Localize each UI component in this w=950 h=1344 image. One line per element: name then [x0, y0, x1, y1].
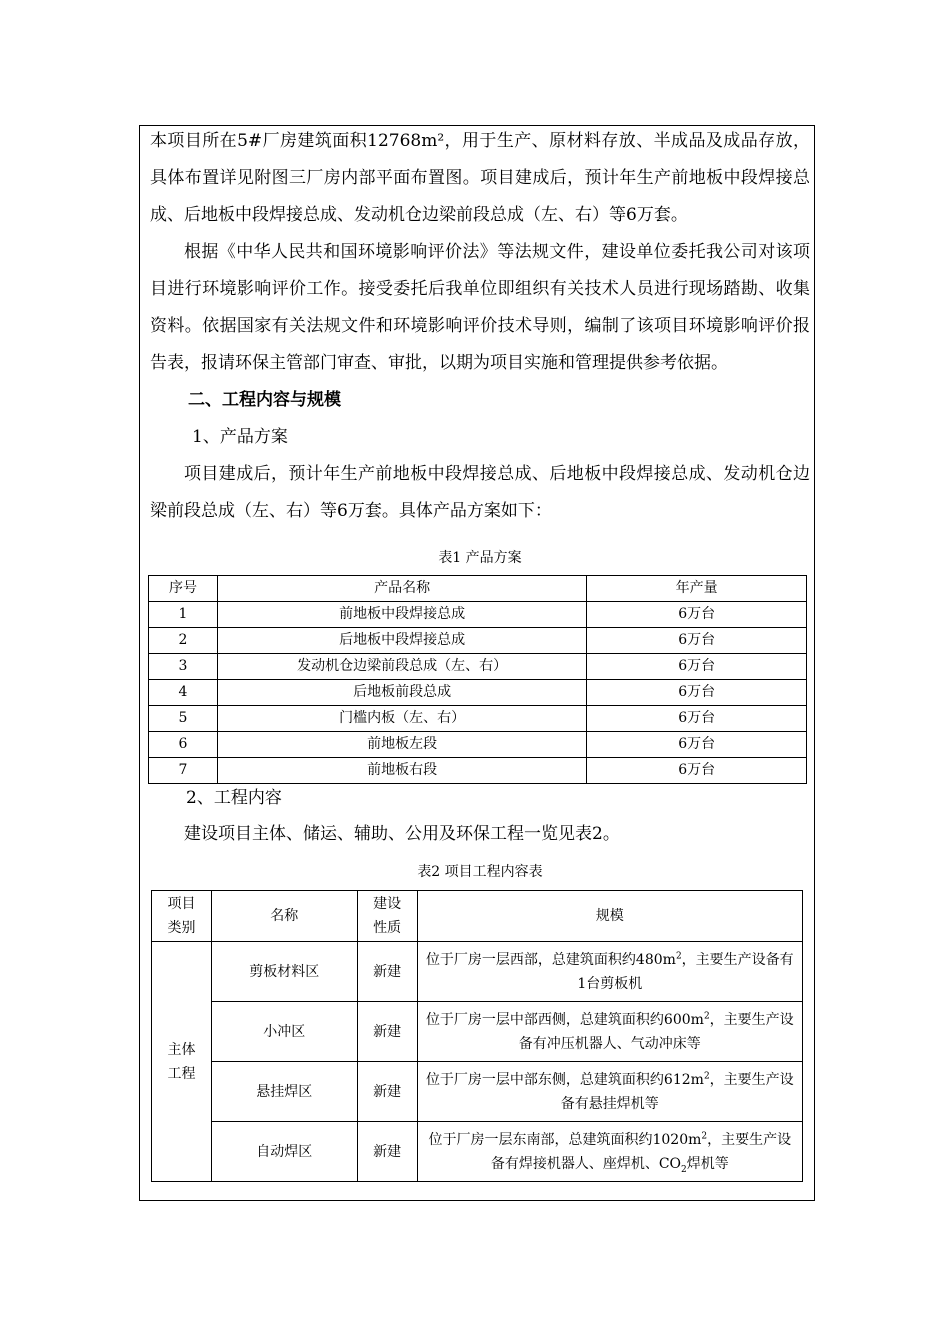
- table-cell: 1: [149, 602, 218, 628]
- header-cell: 年产量: [587, 576, 807, 602]
- name-cell: 剪板材料区: [211, 942, 357, 1002]
- nature-cell: 新建: [357, 1122, 417, 1182]
- scale-text: ，主要生产设备有焊接机器人、座焊机、CO: [490, 1131, 792, 1172]
- scale-text: 位于厂房一层西部，总建筑面积约480m: [425, 951, 676, 968]
- table-cell: 3: [149, 654, 218, 680]
- table-row: [152, 1002, 803, 1062]
- table-row: [152, 1122, 803, 1182]
- section-heading: 二、工程内容与规模: [188, 390, 341, 410]
- table-cell: 后地板中段焊接总成: [217, 628, 586, 654]
- table-row: [149, 628, 807, 654]
- superscript: 2: [703, 1070, 710, 1081]
- project-content-paragraph: 建设项目主体、储运、辅助、公用及环保工程一览见表2。: [184, 824, 620, 844]
- table-cell: 6万台: [587, 758, 807, 784]
- superscript: 2: [675, 950, 682, 961]
- subscript: 2: [681, 1164, 687, 1175]
- name-cell: 自动焊区: [211, 1122, 357, 1182]
- table-row: [149, 602, 807, 628]
- table-cell: 前地板右段: [217, 758, 586, 784]
- table-row: [152, 1062, 803, 1122]
- table-cell: 6万台: [587, 628, 807, 654]
- scale-text: 焊机等: [686, 1155, 729, 1172]
- intro-paragraph-2: 根据《中华人民共和国环境影响评价法》等法规文件，建设单位委托我公司对该项目进行环境影响评价工作。接受委托后我单位即组织有关技术人员进行现场踏勘、收集资料。依据国家有关法规文件和环境影响评价技术导则，编制了该项目环境影响评价报告表，报请环保主管部门审查、审批，以期为项目实施和管理提供参考依据。: [150, 242, 810, 373]
- scale-cell: [417, 942, 802, 1002]
- scale-text: ，主要生产设备有1台剪板机: [577, 951, 794, 992]
- superscript: 2: [703, 1010, 710, 1021]
- header-cell: 规模: [417, 891, 802, 942]
- table-cell: 6万台: [587, 654, 807, 680]
- scale-cell: [417, 1122, 802, 1182]
- table-cell: 前地板左段: [217, 732, 586, 758]
- table1-caption: 表1 产品方案: [438, 550, 522, 566]
- name-cell: 小冲区: [211, 1002, 357, 1062]
- nature-cell: 新建: [357, 942, 417, 1002]
- table-row: [149, 706, 807, 732]
- scale-text: 位于厂房一层中部西侧，总建筑面积约600m: [425, 1011, 704, 1028]
- scale-text: ，主要生产设备有冲压机器人、气动冲床等: [518, 1011, 794, 1052]
- scale-cell: [417, 1002, 802, 1062]
- table-row: [152, 942, 803, 1002]
- table-cell: 6万台: [587, 680, 807, 706]
- table-header-row: [149, 576, 807, 602]
- table-row: [149, 732, 807, 758]
- header-cell: 建设性质: [357, 891, 417, 942]
- document-body: [150, 125, 810, 1182]
- category-cell: 主体工程: [152, 942, 212, 1182]
- table-cell: 6: [149, 732, 218, 758]
- table-cell: 发动机仓边梁前段总成（左、右）: [217, 654, 586, 680]
- table-cell: 门槛内板（左、右）: [217, 706, 586, 732]
- subsection-product-plan: 1、产品方案: [192, 427, 288, 447]
- subsection-project-content: 2、工程内容: [186, 788, 282, 808]
- table-cell: 前地板中段焊接总成: [217, 602, 586, 628]
- scale-text: 位于厂房一层东南部，总建筑面积约1020m: [428, 1131, 702, 1148]
- table-cell: 6万台: [587, 602, 807, 628]
- intro-paragraph-1: 本项目所在5#厂房建筑面积12768m²，用于生产、原材料存放、半成品及成品存放，具体布置详见附图三厂房内部平面布置图。项目建成后，预计年生产前地板中段焊接总成、后地板中段焊接总成、发动机仓边梁前段总成（左、右）等6万套。: [150, 131, 810, 225]
- header-cell: 产品名称: [217, 576, 586, 602]
- product-paragraph: 项目建成后，预计年生产前地板中段焊接总成、后地板中段焊接总成、发动机仓边梁前段总成（左、右）等6万套。具体产品方案如下：: [150, 464, 810, 521]
- table-header-row: [152, 891, 803, 942]
- table-cell: 4: [149, 680, 218, 706]
- table-cell: 后地板前段总成: [217, 680, 586, 706]
- header-cell: 名称: [211, 891, 357, 942]
- scale-cell: [417, 1062, 802, 1122]
- table-cell: 7: [149, 758, 218, 784]
- nature-cell: 新建: [357, 1002, 417, 1062]
- superscript: 2: [701, 1130, 708, 1141]
- project-content-table: [151, 890, 803, 1182]
- header-cell: 序号: [149, 576, 218, 602]
- table-cell: 6万台: [587, 706, 807, 732]
- table-cell: 6万台: [587, 732, 807, 758]
- table-cell: 5: [149, 706, 218, 732]
- scale-text: 位于厂房一层中部东侧，总建筑面积约612m: [425, 1071, 704, 1088]
- scale-text: ，主要生产设备有悬挂焊机等: [560, 1071, 794, 1112]
- table-row: [149, 758, 807, 784]
- table-cell: 2: [149, 628, 218, 654]
- nature-cell: 新建: [357, 1062, 417, 1122]
- product-table: [148, 575, 807, 784]
- table2-caption: 表2 项目工程内容表: [417, 864, 543, 880]
- table-row: [149, 680, 807, 706]
- table-row: [149, 654, 807, 680]
- name-cell: 悬挂焊区: [211, 1062, 357, 1122]
- header-cell: 项目类别: [152, 891, 212, 942]
